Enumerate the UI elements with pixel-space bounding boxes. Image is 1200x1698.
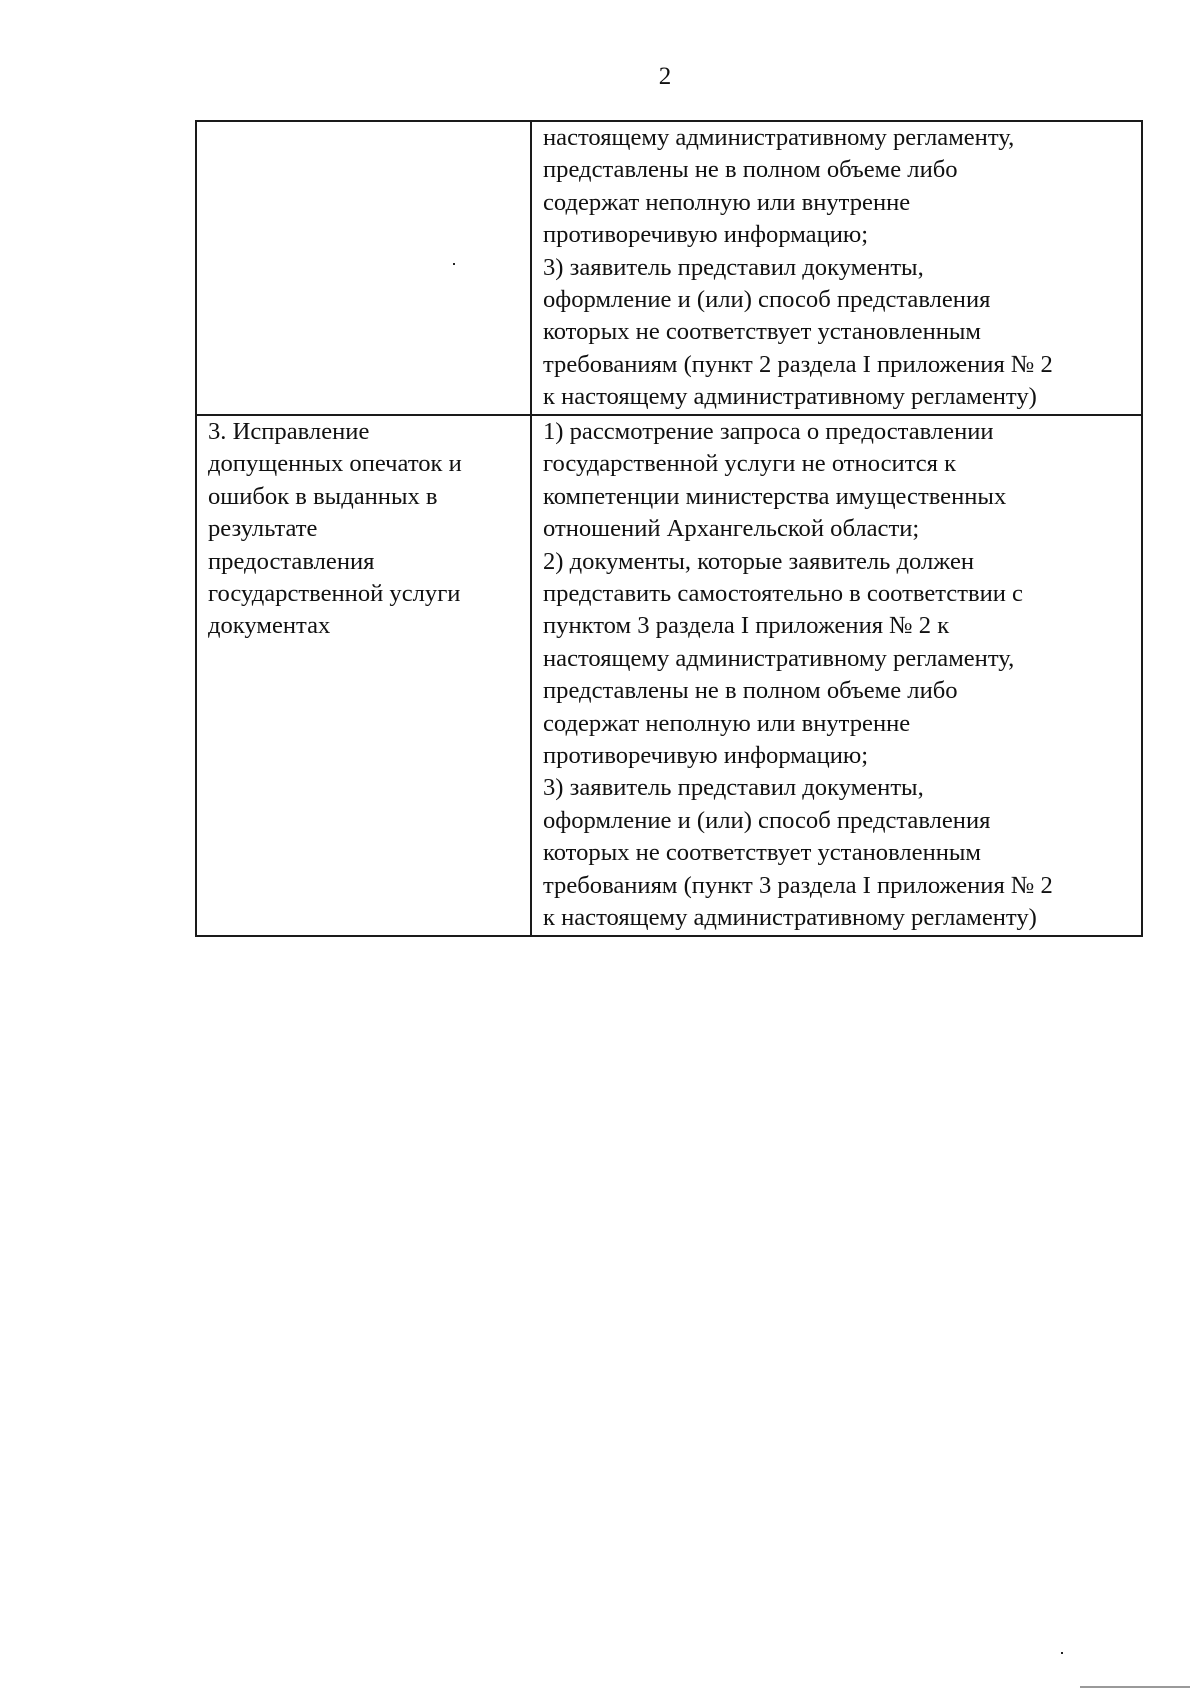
table-cell-service-name (196, 415, 531, 936)
cell-line: представлены не в полном объеме либо (543, 677, 958, 705)
cell-line: содержат неполную или внутренне (543, 709, 911, 737)
cell-line: к настоящему административному регламенту) (543, 383, 1037, 411)
cell-line: настоящему административному регламенту, (543, 124, 1015, 151)
cell-line: 2) документы, которые заявитель должен (543, 547, 975, 575)
cell-line: государственной услуги (208, 580, 461, 608)
cell-line: к настоящему административному регламенту) (543, 904, 1037, 932)
cell-line: пунктом 3 раздела I приложения № 2 к (543, 612, 950, 640)
cell-line: 1) рассмотрение запроса о предоставлении (543, 418, 994, 445)
table-cell-grounds (531, 415, 1142, 936)
cell-line: которых не соответствует установленным (543, 839, 981, 867)
table-cell-service-name (196, 121, 531, 415)
cell-line: требованиям (пункт 2 раздела I приложения № 2 (543, 350, 1053, 378)
scan-speck (1061, 1652, 1063, 1654)
cell-line: противоречивую информацию; (543, 742, 869, 770)
table-cell-grounds (531, 121, 1142, 415)
cell-line: документах (208, 612, 331, 640)
cell-line: отношений Архангельской области; (543, 515, 920, 543)
cell-line: 3) заявитель представил документы, (543, 774, 924, 802)
cell-line: требованиям (пункт 3 раздела I приложения № 2 (543, 871, 1053, 899)
cell-line: допущенных опечаток и (208, 450, 462, 478)
table-row (196, 415, 1142, 936)
cell-line: противоречивую информацию; (543, 221, 869, 249)
grounds-table (195, 120, 1143, 937)
scan-edge-line (1080, 1686, 1190, 1688)
cell-line: результате (208, 515, 318, 543)
cell-line: предоставления (208, 547, 375, 575)
cell-line: компетенции министерства имущественных (543, 482, 1007, 510)
cell-line: которых не соответствует установленным (543, 318, 981, 346)
table-row (196, 121, 1142, 415)
cell-line: 3) заявитель представил документы, (543, 253, 924, 281)
cell-line: ошибок в выданных в (208, 482, 438, 510)
scan-speck (453, 263, 455, 265)
cell-line: настоящему административному регламенту, (543, 644, 1015, 672)
cell-line: оформление и (или) способ представления (543, 286, 991, 314)
cell-line: представить самостоятельно в соответствии с (543, 580, 1023, 608)
cell-line: государственной услуги не относится к (543, 450, 957, 478)
cell-line: представлены не в полном объеме либо (543, 156, 958, 184)
cell-line: содержат неполную или внутренне (543, 188, 911, 216)
cell-line: оформление и (или) способ представления (543, 806, 991, 834)
cell-line: 3. Исправление (208, 418, 370, 445)
page-number: 2 (658, 63, 672, 90)
